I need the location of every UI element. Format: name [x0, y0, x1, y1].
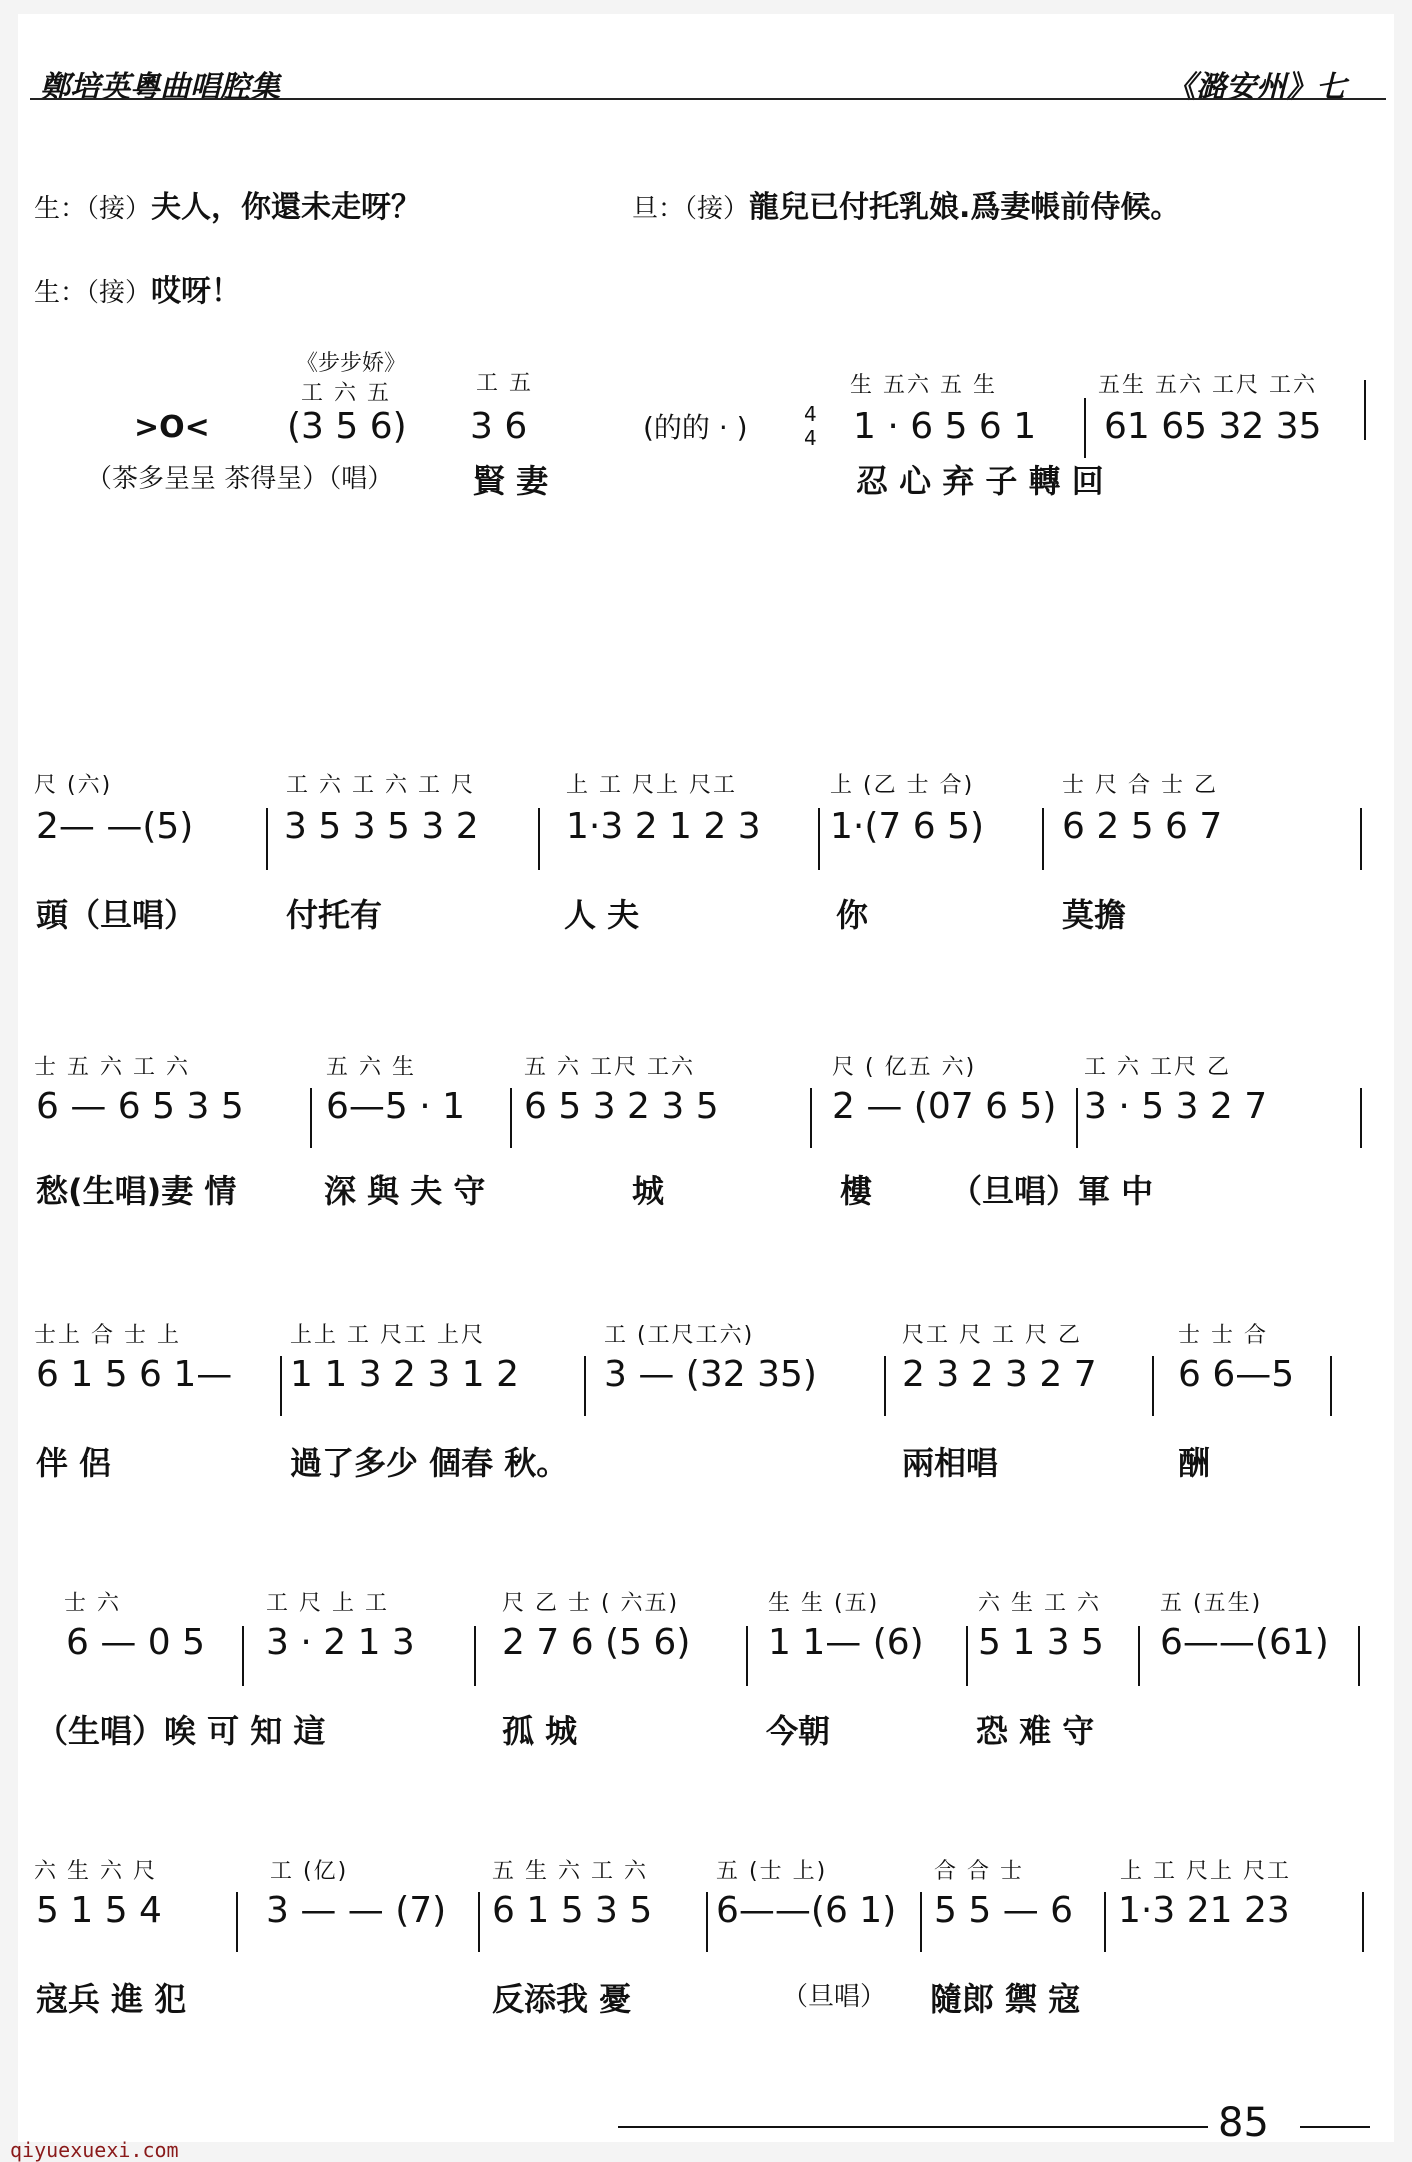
- lyric-line: 孤 城: [502, 1712, 578, 1750]
- bar-line: [280, 1356, 282, 1416]
- lyric-line: 忍 心 弃 子 轉 回: [856, 462, 1104, 500]
- lyric-line: 莫擔: [1062, 896, 1127, 934]
- lyric-line: 樓: [840, 1172, 873, 1210]
- gongche-notation: 六 生 六 尺: [34, 1859, 157, 1884]
- lyric-line: 頭（旦唱）: [36, 896, 197, 934]
- bar-line: [920, 1892, 922, 1952]
- lyric-line: （旦唱）軍 中: [950, 1172, 1154, 1210]
- bar-line: [1138, 1626, 1140, 1686]
- gongche-notation: 工 (工尺工六): [604, 1323, 755, 1348]
- time-signature-top: 4: [804, 402, 817, 426]
- lyric-line: 人 夫: [564, 896, 640, 934]
- lyric-line: 過了多少 個春 秋。: [290, 1444, 569, 1482]
- gongche-notation: 士上 合 士 上: [34, 1323, 181, 1348]
- lyric-line: 隨郎 禦 寇: [930, 1980, 1081, 2018]
- gongche-notation: 工 六 五: [301, 381, 391, 406]
- bar-line: [266, 808, 268, 870]
- speaker: 生：: [34, 278, 87, 308]
- lyric-line: 城: [632, 1172, 665, 1210]
- jianpu-notation: 1 1 3 2 3 1 2: [290, 1354, 519, 1395]
- cue: （接）: [86, 194, 152, 224]
- bar-line: [1360, 1088, 1362, 1148]
- lyric-line: 酬: [1178, 1444, 1211, 1482]
- bar-line: [1330, 1356, 1332, 1416]
- bar-line: [510, 1088, 512, 1148]
- gongche-notation: 工 尺 上 工: [266, 1591, 389, 1616]
- gongche-notation: 上 工 尺上 尺工: [1120, 1859, 1291, 1884]
- bar-line: [474, 1626, 476, 1686]
- jianpu-notation: 6—5 · 1: [326, 1086, 466, 1127]
- percussion-marker: (的的 · ): [643, 411, 748, 444]
- jianpu-notation: (3 5 6): [287, 406, 407, 447]
- jianpu-notation: 5 1 3 5: [978, 1622, 1104, 1663]
- gongche-notation: 尺 (六): [34, 773, 113, 798]
- gongche-notation: 工 (亿): [270, 1859, 349, 1884]
- lyric-line: 付托有: [286, 896, 383, 934]
- lyric-line: 今朝: [766, 1712, 831, 1750]
- bar-line: [242, 1626, 244, 1686]
- bar-line: [1042, 808, 1044, 870]
- jianpu-notation: 2— —(5): [36, 806, 194, 847]
- cue: （接）: [86, 278, 152, 308]
- jianpu-notation: 1 1— (6): [768, 1622, 924, 1663]
- bar-line: [884, 1356, 886, 1416]
- jianpu-notation: 3 6: [470, 406, 528, 447]
- gongche-notation: 尺 乙 士 ( 六五): [502, 1591, 680, 1616]
- gongche-notation: 五 六 工尺 工六: [524, 1055, 695, 1080]
- jianpu-notation: 6——(61): [1160, 1622, 1329, 1663]
- gongche-notation: 上上 工 尺工 上尺: [290, 1323, 485, 1348]
- bar-line: [478, 1892, 480, 1952]
- jianpu-notation: 6 — 0 5: [66, 1622, 206, 1663]
- bar-line: [1360, 808, 1362, 870]
- bar-line: [1152, 1356, 1154, 1416]
- gongche-notation: 尺 ( 亿五 六): [832, 1055, 977, 1080]
- bar-line: [810, 1088, 812, 1148]
- bar-line: [236, 1892, 238, 1952]
- section-title: 《潞安州》七: [1166, 70, 1346, 105]
- bar-line: [538, 808, 540, 870]
- gongche-notation: 五 (士 上): [716, 1859, 828, 1884]
- gongche-notation: 五生 五六 工尺 工六: [1098, 373, 1317, 398]
- line-text: 夫人，你還未走呀？: [151, 190, 422, 225]
- jianpu-notation: 61 65 32 35: [1104, 406, 1322, 447]
- time-signature-bottom: 4: [804, 426, 817, 450]
- gongche-notation: 生 生 (五): [768, 1591, 880, 1616]
- dialogue-line-3: [34, 266, 241, 310]
- bar-line: [1358, 1626, 1360, 1686]
- bar-line: [966, 1626, 968, 1686]
- gongche-notation: 生 五六 五 生: [850, 373, 997, 398]
- jianpu-notation: 2 7 6 (5 6): [502, 1622, 691, 1663]
- jianpu-notation: 6 5 3 2 3 5: [524, 1086, 719, 1127]
- gongche-notation: 六 生 工 六: [978, 1591, 1101, 1616]
- bar-line: [1104, 1892, 1106, 1952]
- jianpu-notation: 3 — (32 35): [604, 1354, 817, 1395]
- bar-line: [818, 808, 820, 870]
- speaker: 旦：: [632, 194, 685, 224]
- jianpu-notation: 2 3 2 3 2 7: [902, 1354, 1097, 1395]
- bar-line: [1084, 398, 1086, 458]
- bar-line: [706, 1892, 708, 1952]
- dialogue-line-1: [34, 182, 421, 226]
- dialogue-line-2: [632, 182, 1180, 226]
- bar-line: [1362, 1892, 1364, 1952]
- header-rule: [30, 98, 1386, 100]
- lyric-line: 愁(生唱)妻 情: [36, 1172, 237, 1210]
- gongche-notation: 上 (乙 士 合): [830, 773, 975, 798]
- page-number: 85: [1218, 2100, 1269, 2146]
- lyric-line: 伴 侶: [36, 1444, 112, 1482]
- gongche-notation: 工 六 工尺 乙: [1084, 1055, 1231, 1080]
- jianpu-notation: 1 · 6 5 6 1: [853, 406, 1037, 447]
- jianpu-notation: 1·(7 6 5): [830, 806, 985, 847]
- gongche-notation: 五 (五生): [1160, 1591, 1263, 1616]
- gongche-notation: 尺工 尺 工 尺 乙: [902, 1323, 1082, 1348]
- jianpu-notation: 1·3 2 1 2 3: [566, 806, 761, 847]
- gongche-notation: 士 五 六 工 六: [34, 1055, 190, 1080]
- jianpu-notation: 6 — 6 5 3 5: [36, 1086, 244, 1127]
- lyric-line: 反添我 憂: [492, 1980, 632, 2018]
- footer-rule: [618, 2126, 1208, 2128]
- percussion-marker: >O<: [134, 410, 210, 445]
- jianpu-notation: 6 1 5 3 5: [492, 1890, 653, 1931]
- lyric-line: 兩相唱: [902, 1444, 999, 1482]
- line-text: 哎呀！: [151, 274, 242, 309]
- lyric-line: 深 與 夫 守: [324, 1172, 486, 1210]
- jianpu-notation: 6 1 5 6 1—: [36, 1354, 233, 1395]
- cue: （接）: [684, 194, 750, 224]
- jianpu-notation: 6 2 5 6 7: [1062, 806, 1223, 847]
- bar-line: [1364, 380, 1366, 440]
- bar-line: [746, 1626, 748, 1686]
- jianpu-notation: 5 5 — 6: [934, 1890, 1074, 1931]
- jianpu-notation: 3 · 2 1 3: [266, 1622, 415, 1663]
- lyric-line: （旦唱）: [782, 1982, 887, 2012]
- gongche-notation: 工 六 工 六 工 尺: [286, 773, 475, 798]
- lyric-line: 恐 难 守: [976, 1712, 1095, 1750]
- score-page: [10, 14, 1394, 2162]
- lyric-line: （茶多呈呈 茶得呈）（唱）: [86, 464, 394, 494]
- jianpu-notation: 2 — (07 6 5): [832, 1086, 1057, 1127]
- gongche-notation: 工 五: [476, 371, 533, 396]
- watermark: qiyuexuexi.com: [10, 2138, 179, 2162]
- jianpu-notation: 6——(6 1): [716, 1890, 897, 1931]
- tune-name: 《步步娇》: [296, 351, 407, 376]
- lyric-line: 寇兵 進 犯: [36, 1980, 187, 2018]
- gongche-notation: 士 尺 合 士 乙: [1062, 773, 1218, 798]
- jianpu-notation: 3 — — (7): [266, 1890, 447, 1931]
- book-title: 鄭培英粵曲唱腔集: [40, 70, 280, 105]
- lyric-line: （生唱）唉 可 知 這: [36, 1712, 326, 1750]
- gongche-notation: 五 六 生: [326, 1055, 416, 1080]
- bar-line: [310, 1088, 312, 1148]
- bar-line: [1076, 1088, 1078, 1148]
- gongche-notation: 五 生 六 工 六: [492, 1859, 648, 1884]
- gongche-notation: 合 合 士: [934, 1859, 1024, 1884]
- bar-line: [584, 1356, 586, 1416]
- gongche-notation: 士 士 合: [1178, 1323, 1268, 1348]
- lyric-line: 賢 妻: [473, 462, 549, 500]
- footer-rule-right: [1300, 2126, 1370, 2128]
- jianpu-notation: 3 5 3 5 3 2: [284, 806, 479, 847]
- speaker: 生：: [34, 194, 87, 224]
- jianpu-notation: 3 · 5 3 2 7: [1084, 1086, 1268, 1127]
- line-text: 龍兒已付托乳娘.爲妻帳前侍候。: [749, 190, 1181, 225]
- jianpu-notation: 5 1 5 4: [36, 1890, 162, 1931]
- lyric-line: 你: [836, 896, 869, 934]
- gongche-notation: 上 工 尺上 尺工: [566, 773, 737, 798]
- jianpu-notation: 1·3 21 23: [1118, 1890, 1290, 1931]
- jianpu-notation: 6 6—5: [1178, 1354, 1295, 1395]
- gongche-notation: 士 六: [64, 1591, 121, 1616]
